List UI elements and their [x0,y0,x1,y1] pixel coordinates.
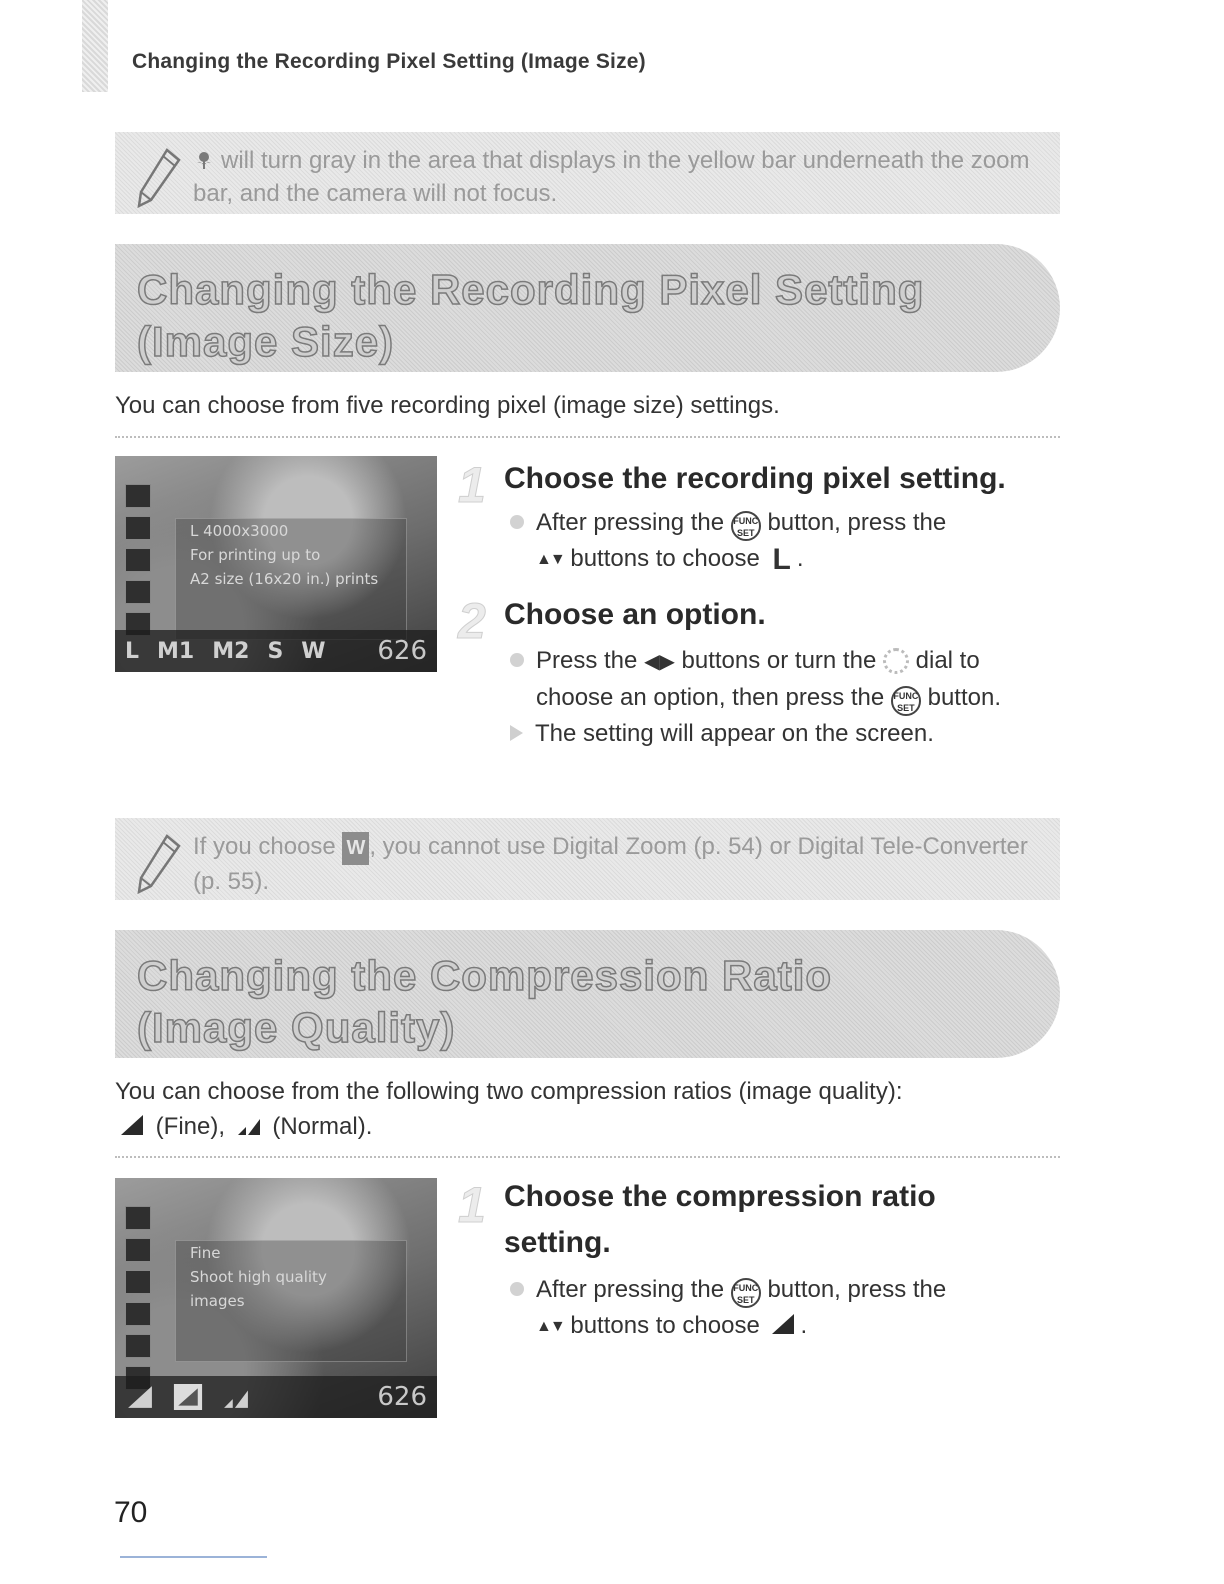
running-header: Changing the Recording Pixel Setting (Image Size) [132,50,646,73]
step-text: After pressing the [536,1276,725,1303]
step-number: 2 [458,593,486,649]
sidebar-icon [125,484,151,508]
bullet-icon [510,1282,524,1296]
step-body [536,1272,1056,1345]
section-intro [115,1074,1060,1144]
step-text: After pressing the [536,509,725,536]
bullet-icon [510,653,524,667]
sidebar-icon [125,516,151,540]
step-number: 1 [458,1177,486,1233]
divider [115,1156,1060,1158]
step-text: Press the [536,647,638,674]
normal-quality-icon [221,1384,251,1410]
pencil-icon [133,830,185,898]
fine-quality-icon [173,1384,203,1410]
screen-sidebar [121,484,155,636]
step-title: Choose an option. [504,598,766,631]
section-title-line2: (Image Quality) [137,1004,456,1051]
fine-quality-icon [770,1312,796,1336]
step-text: buttons to choose [570,545,760,572]
func-set-button-icon: FUNC SET [731,511,761,541]
macro-flower-icon [193,149,215,171]
intro-text: You can choose from the following two compression ratios (image quality): [115,1078,903,1105]
option-m2: M2 [212,638,250,664]
note-text-part: If you choose [193,833,336,860]
screen-menu-line: images [190,1292,245,1310]
screen-menu-panel [175,518,407,640]
intro-text: (Fine), [155,1113,226,1140]
step-text: . [796,545,804,572]
step-text: dial to choose an option, then press the [536,647,980,711]
section-title-line1: Changing the Compression Ratio [137,952,833,999]
note-text-part: , you cannot use Digital Zoom (p. 54) or Digital Tele-Converter (p. 55). [193,833,1028,895]
wide-size-icon: W [342,832,369,865]
screen-menu-line: Shoot high quality [190,1268,327,1286]
step-result: The setting will appear on the screen. [535,720,934,747]
step-body [536,505,1056,578]
step-text: buttons to choose [570,1312,760,1339]
option-large: L [125,638,140,664]
step-title: Choose the recording pixel setting. [504,462,1006,495]
camera-screen-image-size [115,456,437,672]
screen-menu-line: A2 size (16x20 in.) prints [190,570,379,588]
page-footer-rule [120,1556,267,1558]
step-body [536,643,1056,752]
pencil-icon [133,144,185,212]
option-wide: W [301,638,326,664]
page-number: 70 [114,1496,148,1529]
func-set-button-icon: FUNC SET [891,686,921,716]
step-text: buttons or turn the [681,647,877,674]
section-banner-image-size [115,244,1060,372]
section-title-line2: (Image Size) [137,318,395,365]
step-number: 1 [458,457,486,513]
section-intro: You can choose from five recording pixel (image size) settings. [115,392,780,419]
note-text-body: will turn gray in the area that displays in the yellow bar underneath the zoom bar, and the camera will not focus. [193,147,1030,207]
sidebar-icon [125,1206,151,1230]
step-title-line: setting. [504,1226,611,1259]
section-title-line1: Changing the Recording Pixel Setting [137,266,925,313]
sidebar-icon [125,1302,151,1326]
control-dial-icon [883,648,909,674]
result-arrow-icon [510,725,523,741]
sidebar-icon [125,1334,151,1358]
up-down-arrows-icon: ▲▼ [536,1318,564,1335]
shot-count: 626 [377,636,427,666]
step-title-line: Choose the compression ratio [504,1180,936,1213]
note-text [193,144,1040,210]
note-box [115,132,1060,214]
option-m1: M1 [157,638,195,664]
screen-menu-line: L 4000x3000 [190,522,289,540]
note-box [115,818,1060,900]
bullet-icon [510,515,524,529]
large-size-icon: L [772,543,791,576]
camera-screen-image-quality [115,1178,437,1418]
fine-quality-icon [119,1113,145,1137]
screen-menu-panel [175,1240,407,1362]
step-text: button, press the [767,509,947,536]
normal-quality-icon [236,1113,262,1137]
shot-count: 626 [377,1382,427,1412]
step-text: button. [927,684,1001,711]
header-tab [82,0,108,92]
func-set-button-icon: FUNC SET [731,1278,761,1308]
sidebar-icon [125,1238,151,1262]
step-text: . [800,1312,808,1339]
sidebar-icon [125,580,151,604]
screen-sidebar [121,1206,155,1390]
fine-quality-icon [125,1384,155,1410]
sidebar-icon [125,1270,151,1294]
section-banner-image-quality [115,930,1060,1058]
section-title [137,950,1000,1054]
option-small: S [267,638,284,664]
screen-menu-line: Fine [190,1244,221,1262]
step-title [504,1174,936,1266]
screen-menu-line: For printing up to [190,546,321,564]
divider [115,436,1060,438]
left-right-arrows-icon: ◀▶ [644,651,675,673]
sidebar-icon [125,548,151,572]
step-text: button, press the [767,1276,947,1303]
intro-text: (Normal). [272,1113,373,1140]
note-text [193,830,1040,898]
section-title [137,264,1000,368]
up-down-arrows-icon: ▲▼ [536,551,564,568]
